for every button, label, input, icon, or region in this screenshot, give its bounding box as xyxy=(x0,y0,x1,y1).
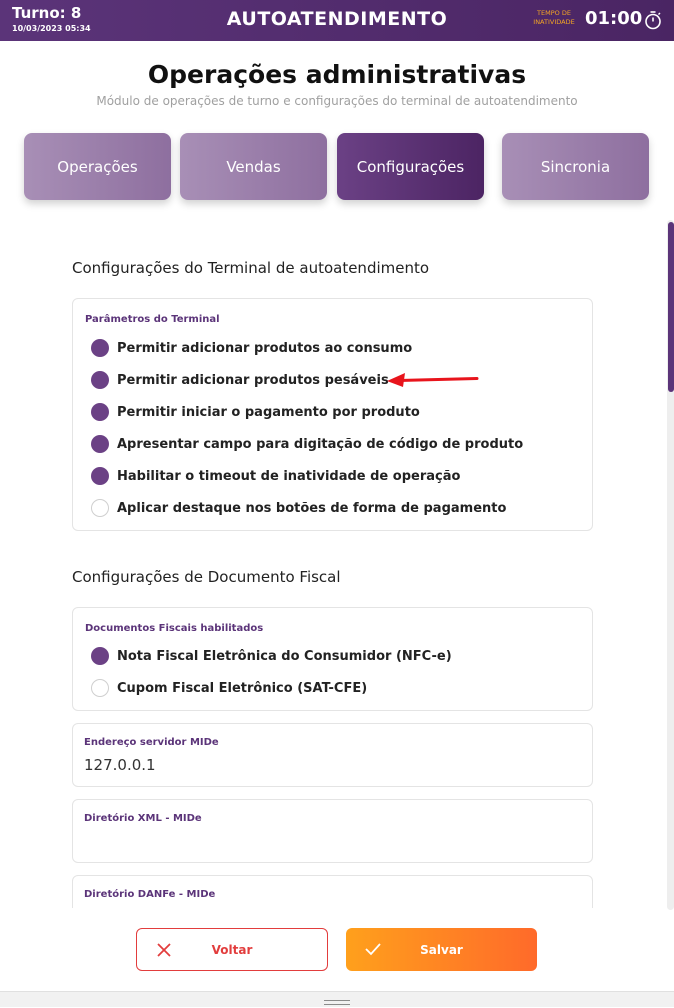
option-label: Permitir adicionar produtos ao consumo xyxy=(117,340,413,356)
option-label: Cupom Fiscal Eletrônico (SAT-CFE) xyxy=(117,680,368,696)
inactivity-label xyxy=(530,9,578,27)
scrollbar-thumb[interactable] xyxy=(668,222,674,392)
radio-checked[interactable] xyxy=(91,339,109,357)
option-label: Aplicar destaque nos botões de forma de pagamento xyxy=(117,500,507,516)
turno-datetime: 10/03/2023 05:34 xyxy=(12,24,91,33)
save-button[interactable] xyxy=(346,928,537,971)
option-pagamento-por-produto[interactable] xyxy=(91,402,420,422)
option-timeout-inatividade[interactable] xyxy=(91,466,460,486)
option-produtos-consumo[interactable] xyxy=(91,338,412,358)
page-title: Operações administrativas xyxy=(147,60,527,89)
back-button-label: Voltar xyxy=(211,942,253,957)
app-title: AUTOATENDIMENTO xyxy=(226,8,448,30)
field-label: Diretório DANFe - MIDe xyxy=(84,889,216,900)
terminal-params-label: Parâmetros do Terminal xyxy=(85,314,220,325)
option-label: Apresentar campo para digitação de código de produto xyxy=(117,436,524,452)
radio-checked[interactable] xyxy=(91,371,109,389)
option-label: Nota Fiscal Eletrônica do Consumidor (NFC-e) xyxy=(117,648,452,664)
mide-server-field[interactable] xyxy=(72,723,593,787)
fiscal-docs-label: Documentos Fiscais habilitados xyxy=(85,623,264,634)
annotation-arrow-icon xyxy=(385,370,481,390)
page-subtitle: Módulo de operações de turno e configurações do terminal de autoatendimento xyxy=(96,94,578,108)
mide-server-value[interactable]: 127.0.0.1 xyxy=(84,756,156,774)
option-label: Permitir adicionar produtos pesáveis xyxy=(117,372,389,388)
option-nfce[interactable] xyxy=(91,646,452,666)
tab-configuracoes[interactable]: Configurações xyxy=(337,133,484,200)
option-destaque-botoes-pagamento[interactable] xyxy=(91,498,506,518)
fiscal-section-title: Configurações de Documento Fiscal xyxy=(72,568,341,586)
back-button[interactable] xyxy=(136,928,328,971)
tab-sincronia[interactable]: Sincronia xyxy=(502,133,649,200)
radio-checked[interactable] xyxy=(91,467,109,485)
drag-handle-icon[interactable] xyxy=(324,1000,350,1005)
inactivity-label-line2: INATIVIDADE xyxy=(533,18,575,26)
option-label: Permitir iniciar o pagamento por produto xyxy=(117,404,420,420)
option-sat-cfe[interactable] xyxy=(91,678,367,698)
terminal-params-card xyxy=(72,298,593,531)
inactivity-label-line1: TEMPO DE xyxy=(537,9,571,17)
stopwatch-icon xyxy=(643,10,663,30)
radio-checked[interactable] xyxy=(91,647,109,665)
option-label: Habilitar o timeout de inatividade de operação xyxy=(117,468,461,484)
terminal-section-title: Configurações do Terminal de autoatendimento xyxy=(72,259,430,277)
save-button-label: Salvar xyxy=(420,942,463,957)
footer-bar xyxy=(0,991,674,1007)
top-bar xyxy=(0,0,674,41)
field-label: Diretório XML - MIDe xyxy=(84,813,202,824)
option-produtos-pesaveis[interactable] xyxy=(91,370,389,390)
option-campo-codigo-produto[interactable] xyxy=(91,434,523,454)
radio-checked[interactable] xyxy=(91,403,109,421)
turno-label: Turno: 8 xyxy=(12,4,82,22)
radio-checked[interactable] xyxy=(91,435,109,453)
fiscal-docs-card xyxy=(72,607,593,711)
tab-operacoes[interactable]: Operações xyxy=(24,133,171,200)
radio-unchecked[interactable] xyxy=(91,679,109,697)
radio-unchecked[interactable] xyxy=(91,499,109,517)
mide-xml-dir-field[interactable] xyxy=(72,799,593,863)
tab-vendas[interactable]: Vendas xyxy=(180,133,327,200)
inactivity-timer: 01:00 xyxy=(585,8,643,29)
field-label: Endereço servidor MIDe xyxy=(84,737,219,748)
